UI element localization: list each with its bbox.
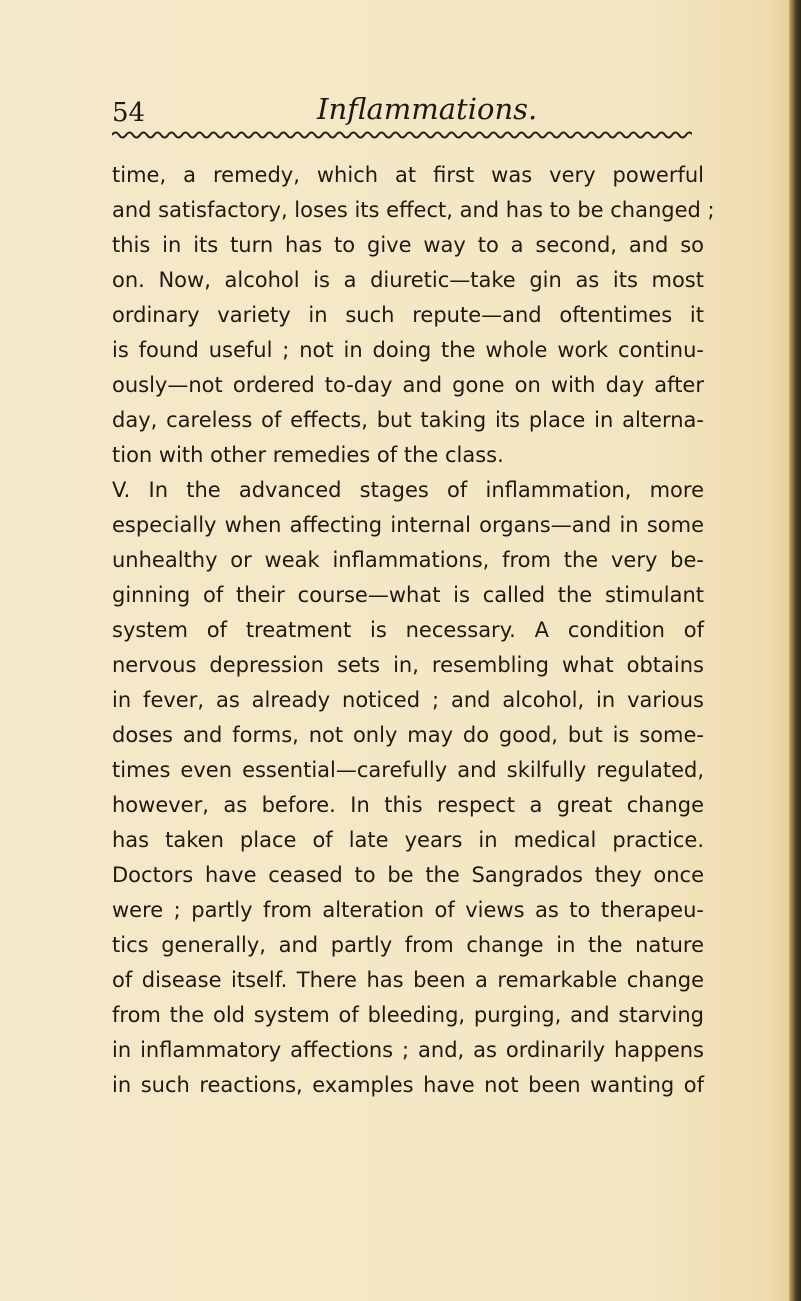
text-line: has taken place of late years in medical practice. (112, 828, 704, 852)
text-line: Doctors have ceased to be the Sangrados they once (112, 863, 704, 887)
text-line: tics generally, and partly from change in the nature (112, 933, 704, 957)
text-line: is found useful ; not in doing the whole work continu- (112, 338, 704, 362)
text-line: in fever, as already noticed ; and alcohol, in various (112, 688, 704, 712)
text-line: nervous depression sets in, resembling what obtains (112, 653, 704, 677)
text-line: from the old system of bleeding, purging, and starving (112, 1003, 704, 1027)
text-line: doses and forms, not only may do good, but is some- (112, 723, 704, 747)
text-line: of disease itself. There has been a remarkable change (112, 968, 704, 992)
body-text (112, 158, 715, 1103)
text-line: unhealthy or weak inflammations, from the very be- (112, 548, 704, 572)
text-line: ously—not ordered to-day and gone on with day after (112, 373, 704, 397)
text-line: times even essential—carefully and skilfully regulated, (112, 758, 704, 782)
text-line: especially when affecting internal organs—and in some (112, 513, 704, 537)
text-line: were ; partly from alteration of views as to therapeu- (112, 898, 704, 922)
text-line: ordinary variety in such repute—and oftentimes it (112, 303, 704, 327)
text-line: in such reactions, examples have not been wanting of (112, 1073, 704, 1097)
page-edge (789, 0, 801, 1301)
text-line: time, a remedy, which at first was very powerful (112, 163, 704, 187)
text-line: ginning of their course—what is called the stimulant (112, 583, 704, 607)
text-line: system of treatment is necessary. A condition of (112, 618, 704, 642)
text-line: tion with other remedies of the class. (112, 443, 504, 467)
text-line: and satisfactory, loses its effect, and has to be changed ; (112, 198, 715, 222)
text-line: this in its turn has to give way to a second, and so (112, 233, 704, 257)
text-line: in inflammatory affections ; and, as ordinarily happens (112, 1038, 704, 1062)
page-number: 54 (112, 98, 146, 128)
running-title: Inflammations. (317, 92, 538, 126)
text-line: on. Now, alcohol is a diuretic—take gin as its most (112, 268, 704, 292)
text-line: however, as before. In this respect a great change (112, 793, 704, 817)
text-line: day, careless of effects, but taking its place in alterna- (112, 408, 704, 432)
page-header (112, 92, 692, 132)
text-line: V. In the advanced stages of inflammation, more (112, 478, 704, 502)
wavy-rule-icon (112, 130, 692, 140)
